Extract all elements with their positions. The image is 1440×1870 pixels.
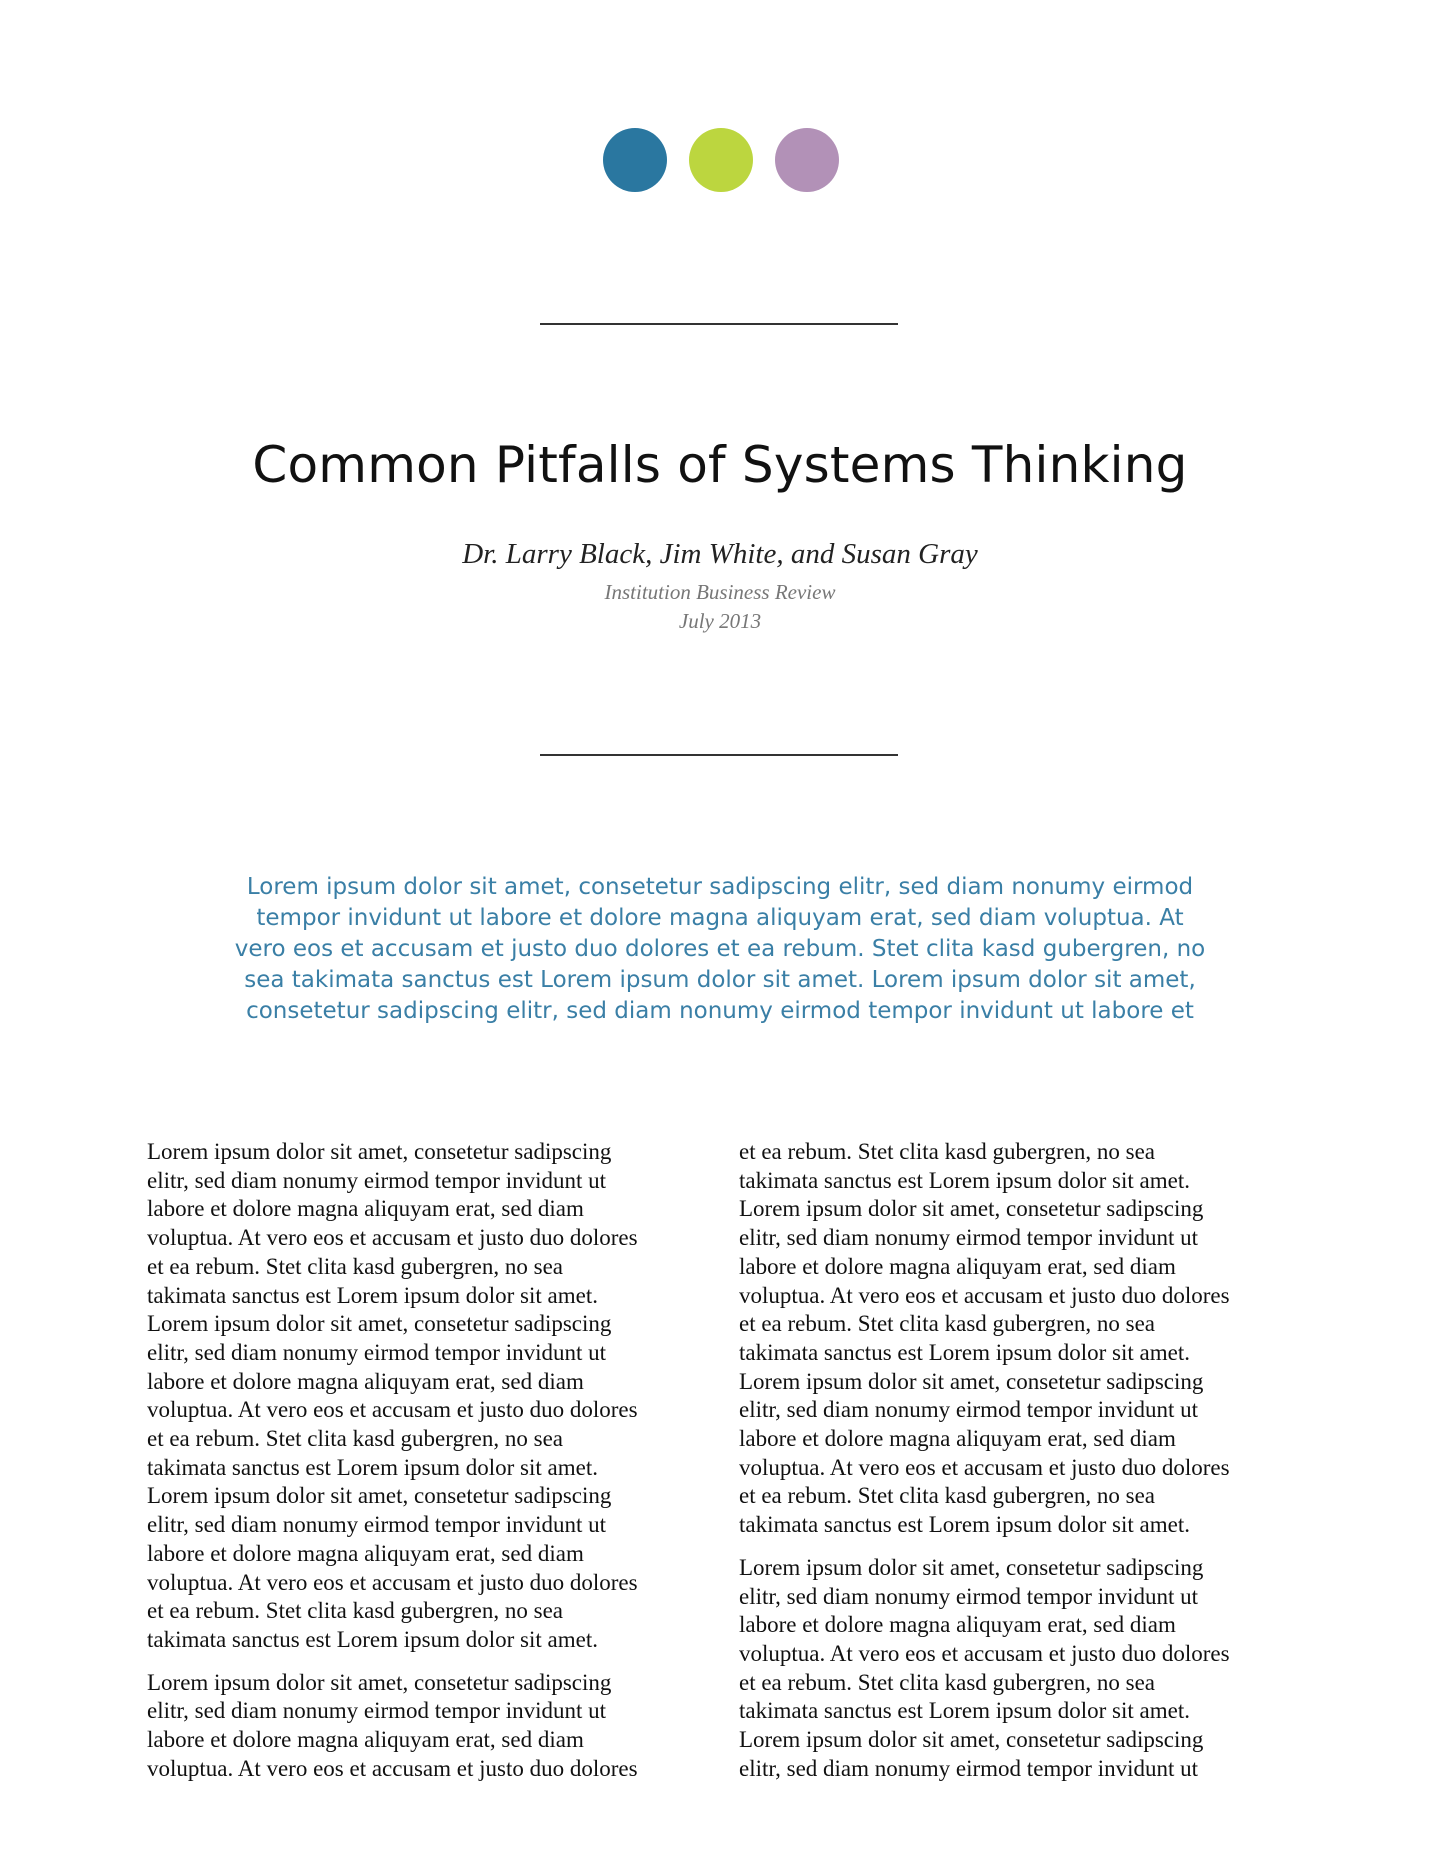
body-text-line: et ea rebum. Stet clita kasd gubergren, no sea [739, 1311, 1155, 1337]
body-text-line: takimata sanctus est Lorem ipsum dolor sit amet. [739, 1698, 1190, 1724]
body-text-line: labore et dolore magna aliquyam erat, sed diam [147, 1727, 584, 1753]
body-text-line: labore et dolore magna aliquyam erat, sed diam [147, 1540, 584, 1566]
body-text-line: labore et dolore magna aliquyam erat, sed diam [739, 1612, 1176, 1638]
body-text-line: elitr, sed diam nonumy eirmod tempor invidunt ut [739, 1397, 1199, 1423]
body-text-line: voluptua. At vero eos et accusam et justo duo dolores [147, 1225, 638, 1251]
publication-name: Institution Business Review [604, 580, 836, 604]
decorative-dots [603, 128, 839, 192]
document-title: Common Pitfalls of Systems Thinking [252, 436, 1188, 494]
body-text-line: Lorem ipsum dolor sit amet, consetetur sadipscing [739, 1554, 1204, 1580]
body-text-line: Lorem ipsum dolor sit amet, consetetur sadipscing [147, 1311, 612, 1337]
body-paragraph [739, 1138, 1299, 1540]
blue-dot [603, 128, 667, 192]
body-text-line: takimata sanctus est Lorem ipsum dolor sit amet. [147, 1454, 598, 1480]
body-text-line: et ea rebum. Stet clita kasd gubergren, no sea [147, 1426, 563, 1452]
body-text-line: elitr, sed diam nonumy eirmod tempor invidunt ut [147, 1512, 607, 1538]
abstract-line: vero eos et accusam et justo duo dolores et ea rebum. Stet clita kasd gubergren, no [234, 936, 1206, 962]
body-text-line: Lorem ipsum dolor sit amet, consetetur sadipscing [739, 1196, 1204, 1222]
body-text-line: Lorem ipsum dolor sit amet, consetetur sadipscing [739, 1727, 1204, 1753]
body-text-line: voluptua. At vero eos et accusam et justo duo dolores [147, 1569, 638, 1595]
body-text-line: elitr, sed diam nonumy eirmod tempor invidunt ut [147, 1339, 607, 1365]
body-text-line: voluptua. At vero eos et accusam et justo duo dolores [739, 1640, 1230, 1666]
abstract-line: sea takimata sanctus est Lorem ipsum dolor sit amet. Lorem ipsum dolor sit amet, [244, 967, 1196, 993]
body-text-line: labore et dolore magna aliquyam erat, sed diam [147, 1196, 584, 1222]
body-text-line: et ea rebum. Stet clita kasd gubergren, no sea [147, 1253, 563, 1279]
body-text-line: et ea rebum. Stet clita kasd gubergren, no sea [147, 1598, 563, 1624]
body-text-line: labore et dolore magna aliquyam erat, sed diam [739, 1253, 1176, 1279]
body-text-line: Lorem ipsum dolor sit amet, consetetur sadipscing [147, 1139, 612, 1164]
body-text-line: elitr, sed diam nonumy eirmod tempor invidunt ut [739, 1583, 1199, 1609]
purple-dot [775, 128, 839, 192]
body-text-line: voluptua. At vero eos et accusam et justo duo dolores [147, 1397, 638, 1423]
body-text-line: voluptua. At vero eos et accusam et justo duo dolores [739, 1282, 1230, 1308]
body-text-line: Lorem ipsum dolor sit amet, consetetur sadipscing [147, 1483, 612, 1509]
publication-date: July 2013 [678, 609, 762, 633]
body-text-line: et ea rebum. Stet clita kasd gubergren, no sea [739, 1139, 1155, 1164]
body-text-line: elitr, sed diam nonumy eirmod tempor invidunt ut [739, 1225, 1199, 1251]
body-text-line: takimata sanctus est Lorem ipsum dolor sit amet. [147, 1626, 598, 1652]
bottom-divider [540, 754, 898, 756]
body-text-line: labore et dolore magna aliquyam erat, sed diam [147, 1368, 584, 1394]
body-text-line: elitr, sed diam nonumy eirmod tempor invidunt ut [147, 1167, 607, 1193]
body-text-line: Lorem ipsum dolor sit amet, consetetur sadipscing [739, 1368, 1204, 1394]
body-text-line: takimata sanctus est Lorem ipsum dolor sit amet. [739, 1167, 1190, 1193]
body-text-line: et ea rebum. Stet clita kasd gubergren, no sea [739, 1483, 1155, 1509]
body-column-left [147, 1138, 707, 1797]
body-text-line: labore et dolore magna aliquyam erat, sed diam [739, 1426, 1176, 1452]
abstract-line: Lorem ipsum dolor sit amet, consetetur sadipscing elitr, sed diam nonumy eirmod [246, 874, 1194, 900]
abstract-line: tempor invidunt ut labore et dolore magna aliquyam erat, sed diam voluptua. At [256, 905, 1184, 931]
body-text-line: voluptua. At vero eos et accusam et justo duo dolores [147, 1755, 638, 1781]
body-paragraph [147, 1669, 707, 1784]
green-dot [689, 128, 753, 192]
body-paragraph [739, 1554, 1299, 1784]
body-text-line: elitr, sed diam nonumy eirmod tempor invidunt ut [147, 1698, 607, 1724]
body-text-line: takimata sanctus est Lorem ipsum dolor sit amet. [739, 1339, 1190, 1365]
top-divider [540, 323, 898, 325]
body-text-line: takimata sanctus est Lorem ipsum dolor sit amet. [739, 1512, 1190, 1538]
body-text-line: Lorem ipsum dolor sit amet, consetetur sadipscing [147, 1669, 612, 1695]
body-text-line: voluptua. At vero eos et accusam et justo duo dolores [739, 1454, 1230, 1480]
body-text-line: takimata sanctus est Lorem ipsum dolor sit amet. [147, 1282, 598, 1308]
body-column-right [739, 1138, 1299, 1797]
body-text-line: elitr, sed diam nonumy eirmod tempor invidunt ut [739, 1755, 1199, 1781]
body-paragraph [147, 1138, 707, 1655]
abstract-line: consetetur sadipscing elitr, sed diam nonumy eirmod tempor invidunt ut labore et [246, 998, 1194, 1024]
authors: Dr. Larry Black, Jim White, and Susan Gray [462, 538, 978, 570]
abstract [210, 872, 1230, 1027]
body-text-line: et ea rebum. Stet clita kasd gubergren, no sea [739, 1669, 1155, 1695]
